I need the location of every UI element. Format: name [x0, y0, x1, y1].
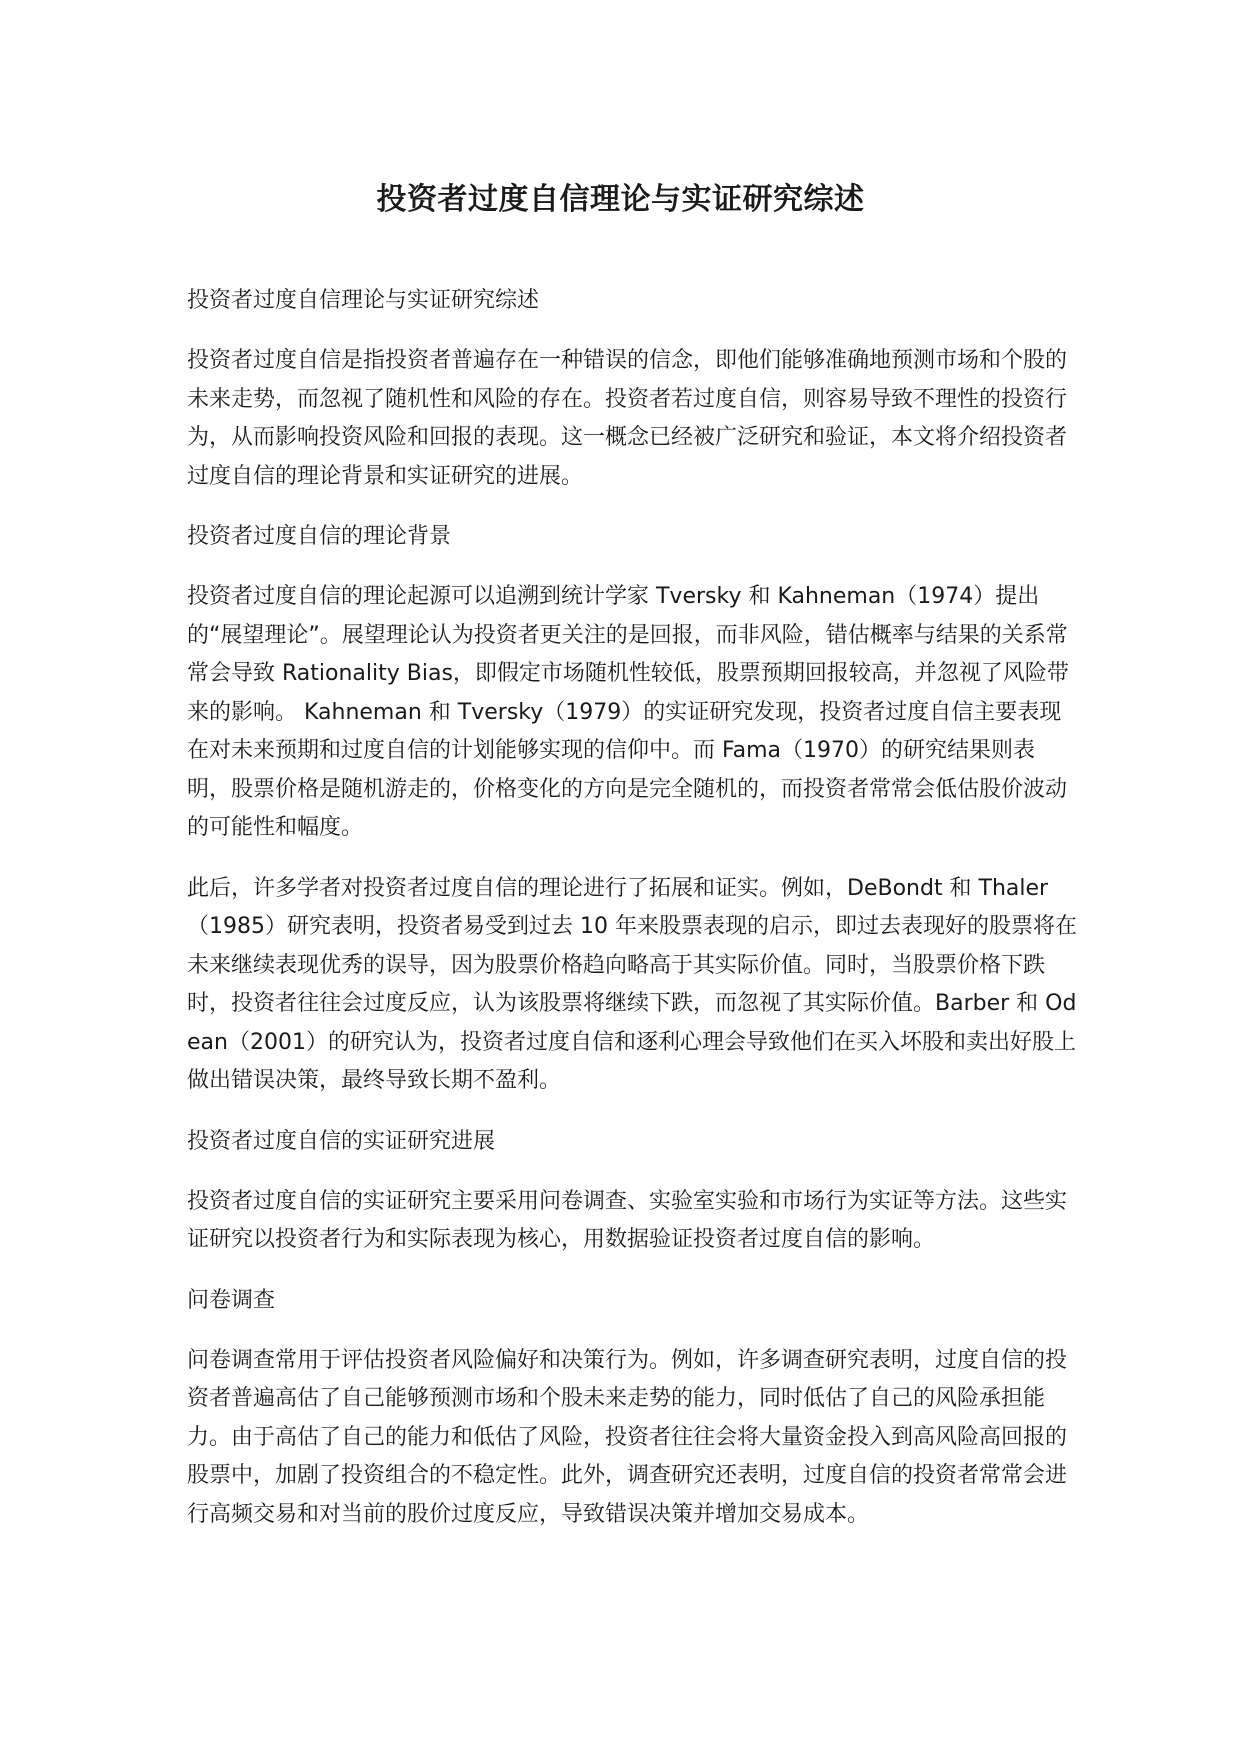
- paragraph-survey: 问卷调查常用于评估投资者风险偏好和决策行为。例如，许多调查研究表明，过度自信的投资者普遍高估了自己能够预测市场和个股未来走势的能力，同时低估了自己的风险承担能力。由于高估了自己的能力和低估了风险，投资者往往会将大量资金投入到高风险高回报的股票中，加剧了投资组合的不稳定性。此外，调查研究还表明，过度自信的投资者常常会进行高频交易和对当前的股价过度反应，导致错误决策并增加交易成本。: [187, 1347, 1068, 1527]
- paragraph-empirical-methods: 投资者过度自信的实证研究主要采用问卷调查、实验室实验和市场行为实证等方法。这些实证研究以投资者行为和实际表现为核心，用数据验证投资者过度自信的影响。: [187, 1188, 1068, 1252]
- section-heading-overview: 投资者过度自信理论与实证研究综述: [187, 288, 540, 313]
- paragraph-theory-extension: 此后，许多学者对投资者过度自信的理论进行了拓展和证实。例如，DeBondt 和 Thaler（1985）研究表明，投资者易受到过去 10 年来股票表现的启示，即过去表现好的股票将在未来继续表现优秀的误导，因为股票价格趋向略高于其实际价值。同时，当股票价格下跌时，投资者往往会过度反应，认为该股票将继续下跌，而忽视了其实际价值。Barber 和 Odean（2001）的研究认为，投资者过度自信和逐利心理会导致他们在买入坏股和卖出好股上做出错误决策，最终导致长期不盈利。: [187, 875, 1077, 1093]
- section-heading-empirical: 投资者过度自信的实证研究进展: [187, 1128, 496, 1154]
- document-body: [187, 282, 1077, 1556]
- section-heading-theory: 投资者过度自信的理论背景: [187, 524, 452, 549]
- section-heading-survey: 问卷调查: [187, 1287, 276, 1313]
- document-title: 投资者过度自信理论与实证研究综述: [376, 182, 865, 217]
- paragraph-introduction: 投资者过度自信是指投资者普遍存在一种错误的信念，即他们能够准确地预测市场和个股的未来走势，而忽视了随机性和风险的存在。投资者若过度自信，则容易导致不理性的投资行为，从而影响投资风险和回报的表现。这一概念已经被广泛研究和验证，本文将介绍投资者过度自信的理论背景和实证研究的进展。: [187, 348, 1068, 489]
- paragraph-theory-origin: 投资者过度自信的理论起源可以追溯到统计学家 Tversky 和 Kahneman（1974）提出的“展望理论”。展望理论认为投资者更关注的是回报，而非风险，错估概率与结果的关系常常会导致 Rationality Bias，即假定市场随机性较低，股票预期回报较高，并忽视了风险带来的影响。 Kahneman 和 Tversky（1979）的实证研究发现，投资者过度自信主要表现在对未来预期和过度自信的计划能够实现的信仰中。而 Fama（1970）的研究结果则表明，股票价格是随机游走的，价格变化的方向是完全随机的，而投资者常常会低估股价波动的可能性和幅度。: [187, 584, 1069, 840]
